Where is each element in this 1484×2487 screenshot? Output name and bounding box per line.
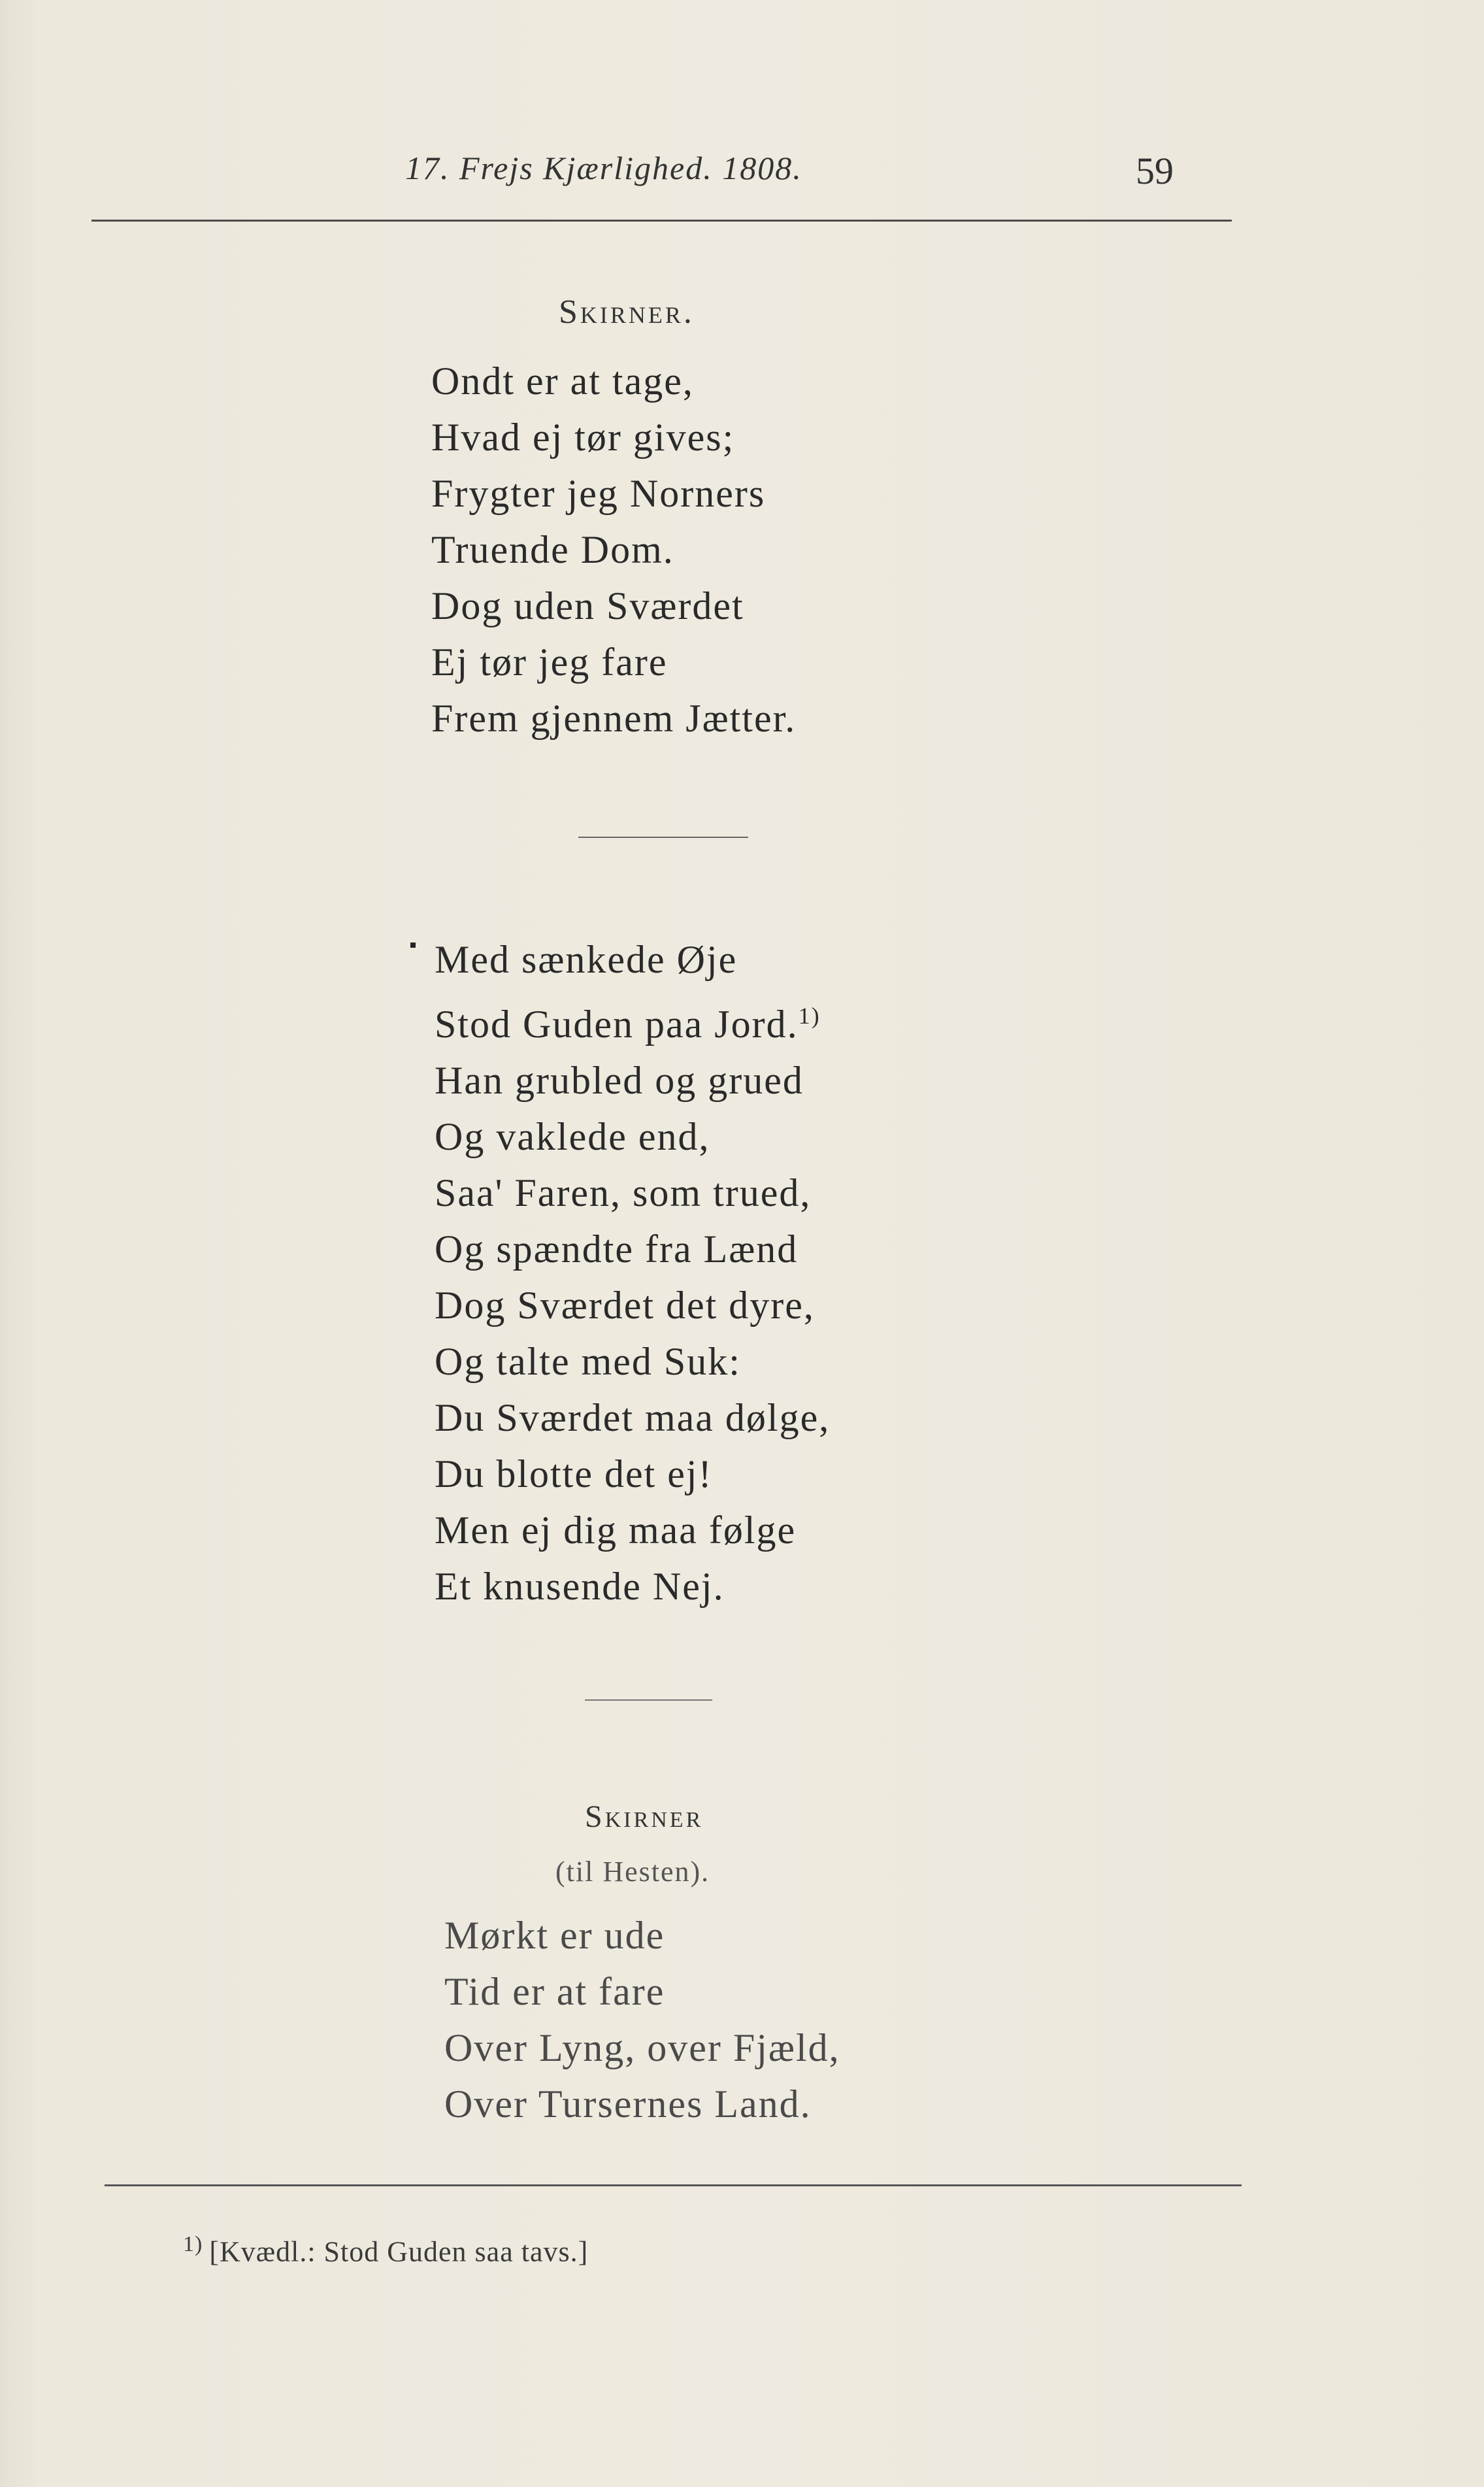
verse-line-text: Stod Guden paa Jord.	[435, 1003, 799, 1046]
footnote-mark: 1)	[183, 2232, 203, 2256]
stage-direction: (til Hesten).	[555, 1856, 710, 1888]
verse-line: Tid er at fare	[444, 1970, 665, 2013]
verse-line: Og spændte fra Lænd	[435, 1227, 799, 1271]
verse-line: Dog Sværdet det dyre,	[435, 1284, 815, 1327]
footnote-rule	[105, 2184, 1242, 2186]
verse-line: Men ej dig maa følge	[435, 1509, 797, 1552]
verse-line: Over Lyng, over Fjæld,	[444, 2026, 840, 2069]
stanza-1	[431, 353, 796, 746]
verse-line: Et knusende Nej.	[435, 1565, 725, 1608]
verse-line: Dog uden Sværdet	[431, 584, 744, 627]
footnote-ref: 1)	[798, 1003, 821, 1029]
verse-line: Ondt er at tage,	[431, 359, 694, 403]
verse-line: Truende Dom.	[431, 528, 674, 571]
speaker-skirner-2: Skirner	[585, 1799, 704, 1834]
footnote	[183, 2232, 588, 2269]
header-rule	[91, 220, 1232, 222]
verse-line: Frem gjennem Jætter.	[431, 697, 797, 740]
stanza-3	[444, 1907, 840, 2132]
header-title: 17. Frejs Kjærlighed. 1808.	[405, 150, 802, 186]
verse-line: Han grubled og grued	[435, 1059, 804, 1102]
verse-line: Og talte med Suk:	[435, 1340, 741, 1383]
verse-line: Du Sværdet maa dølge,	[435, 1396, 831, 1439]
page-number: 59	[1136, 150, 1174, 192]
verse-line: Mørkt er ude	[444, 1914, 665, 1957]
footnote-text: [Kvædl.: Stod Guden saa tavs.]	[209, 2235, 589, 2268]
verse-line: Hvad ej tør gives;	[431, 416, 735, 459]
section-divider-1	[578, 837, 748, 838]
verse-line	[435, 988, 830, 1052]
speaker-skirner-1: Skirner.	[559, 293, 695, 331]
stanza-2	[435, 931, 830, 1614]
section-divider-2	[585, 1699, 712, 1701]
verse-line: Og vaklede end,	[435, 1115, 710, 1158]
verse-line: Over Tursernes Land.	[444, 2082, 812, 2126]
margin-mark	[410, 943, 416, 948]
verse-line: Ej tør jeg fare	[431, 641, 668, 684]
verse-line: Saa' Faren, som trued,	[435, 1171, 812, 1214]
verse-line: Frygter jeg Norners	[431, 472, 766, 515]
verse-line: Du blotte det ej!	[435, 1452, 713, 1495]
verse-line: Med sænkede Øje	[435, 938, 738, 981]
running-header	[0, 149, 1484, 201]
